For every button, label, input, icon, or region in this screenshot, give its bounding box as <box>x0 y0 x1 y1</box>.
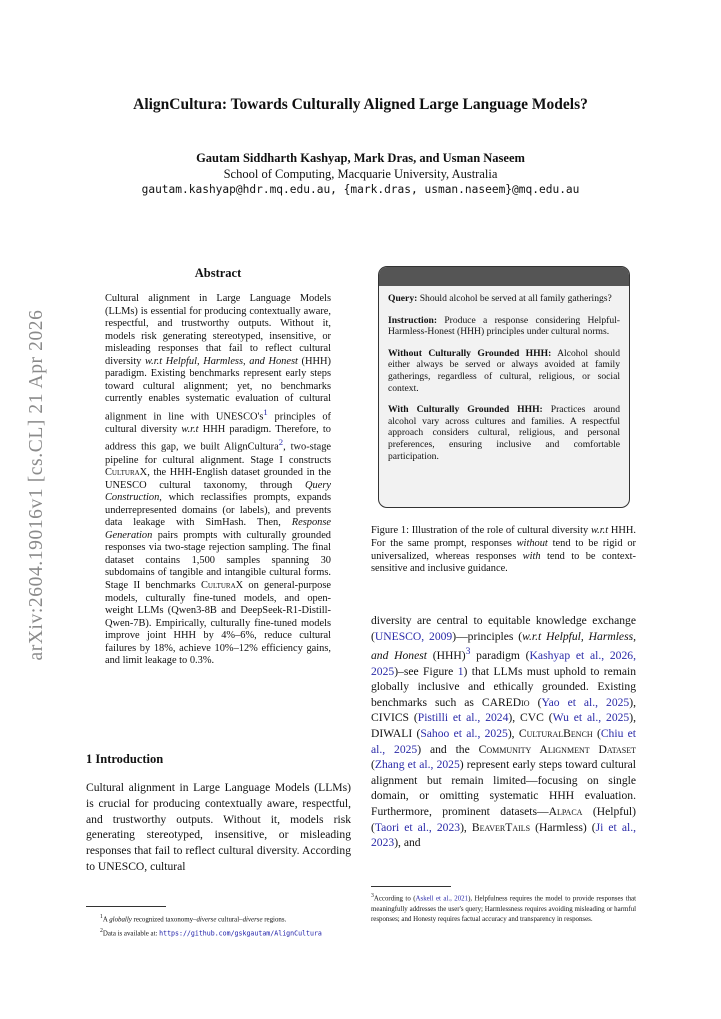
figure-ref-link[interactable]: 1 <box>457 664 464 678</box>
intro-left-paragraph: Cultural alignment in Large Language Models (LLMs) is crucial for producing contextually aware, respectful, and trustworthy outputs. Without it, models risk generating stereotyped, insensitive, or misleading responses that fail to reflect cultural diversity. According to UNESCO, cultural <box>86 781 351 873</box>
footnote-ref-3[interactable]: 3 <box>465 646 471 658</box>
author-block <box>0 150 721 198</box>
footnote-2: $^2$Data is available at: https://github.com/gskgautam/AlignCultura <box>100 927 322 938</box>
footnote-rule-right <box>371 886 451 887</box>
citation-link[interactable]: Askell et al., 2021 <box>415 895 469 903</box>
paper-title: AlignCultura: Towards Culturally Aligned Large Language Models? <box>133 96 588 113</box>
abstract-text: Cultural alignment in Large Language Models (LLMs) is essential for producing contextually aware, respectful, and trustworthy outputs. Without it, models risk generating stereotyped, insensitive, or misleading responses that fail to reflect cultural diversity w.r.t Helpful, Harmless, and Honest (HHH) paradigm. Existing benchmarks represent early steps toward cultural alignment; yet, no benchmarks currently enables systematic evaluation of cultural alignment in line with UNESCO's$^1$ principles of cultural diversity w.r.t HHH paradigm. Therefore, to address this gap, we built AlignCultura$^2$, two-stage pipeline for cultural alignment. Stage I constructs CulturaX, the HHH-English dataset grounded in the UNESCO cultural taxonomy, through Query Construction, which reclassifies prompts, expands underrepresented domains (or labels), and prevents data leakage with SimHash. Then, Response Generation pairs prompts with culturally grounded responses via two-stage rejection sampling. The final dataset contains 1,500 samples spanning 30 subdomains of tangible and intangible cultural forms. Stage II benchmarks CulturaX on general-purpose models, culturally fine-tuned models, and open-weight LLMs (Qwen3-8B and DeepSeek-R1-Distill-Qwen-7B). Empirically, culturally fine-tuned models improve joint HHH by 4%–6%, reduce cultural failures by 18%, achieve 10%–12% efficiency gains, and limit leakage to 0.3%. <box>105 293 332 667</box>
footnotes-left <box>100 912 360 940</box>
figure-query: Query: Should alcohol be served at all family gatherings? <box>388 293 612 304</box>
citation-link[interactable]: Kashyap et al., 2026, 2025 <box>371 649 636 678</box>
figure-body <box>379 286 629 462</box>
citation-link[interactable]: Ji et al., 2023 <box>371 820 636 850</box>
citation-link[interactable]: Wu et al., 2025 <box>552 711 630 725</box>
figure-header-bar <box>379 267 629 286</box>
arxiv-stamp-text: arXiv:2604.19016v1 [cs.CL] 21 Apr 2026 <box>26 309 47 661</box>
citation-link[interactable]: Chiu et al., 2025 <box>371 727 636 756</box>
footnote-ref-1[interactable]: 1 <box>263 406 268 417</box>
citation-link[interactable]: Pistilli et al., 2024 <box>417 711 509 725</box>
footnote-rule-left <box>86 906 166 907</box>
footnote-1: $^1$A globally recognized taxonomy–diverse cultural–diverse regions. <box>100 914 287 924</box>
section-heading-introduction: 1 Introduction <box>86 752 164 766</box>
author-names: Gautam Siddharth Kashyap, Mark Dras, and Usman Naseem <box>196 151 525 165</box>
intro-right-paragraph: diversity are central to equitable knowledge exchange (UNESCO, 2009)—principles (w.r.t Helpful, Harmless, and Honest (HHH)$^3$ paradigm (Kashyap et al., 2026, 2025)–see Figure 1) that LLMs must uphold to remain globally inclusive and ethically grounded. Existing benchmarks such as CAREDio (Yao et al., 2025), CIVICS (Pistilli et al., 2024), CVC (Wu et al., 2025), DIWALI (Sahoo et al., 2025), CulturalBench (Chiu et al., 2025) and the Community Alignment Dataset (Zhang et al., 2025) represent early steps toward cultural alignment but remain limited—focusing on single domain, or omitting systematic HHH evaluation. Furthermore, prominent datasets—Alpaca (Helpful) (Taori et al., 2023), BeaverTails (Harmless) (Ji et al., 2023), and <box>371 614 637 850</box>
figure-1-caption: Figure 1: Illustration of the role of cultural diversity w.r.t HHH. For the same prompt, responses without tend to be rigid or universalized, whereas responses with tend to be context-sensitive and inclusive guidance. <box>371 525 636 575</box>
figure-without: Without Culturally Grounded HHH: Alcohol should either always be served or always avoided at family gatherings, regardless of cultural, religious, or social context. <box>388 347 620 394</box>
figure-instruction: Instruction: Produce a response considering Helpful-Harmless-Honest (HHH) principles under cultural norms. <box>388 314 620 338</box>
citation-link[interactable]: Taori et al., 2023 <box>374 820 461 834</box>
citation-link[interactable]: UNESCO, 2009 <box>374 629 453 643</box>
citation-link[interactable]: Yao et al., 2025 <box>541 695 630 709</box>
figure-with: With Culturally Grounded HHH: Practices around alcohol vary across cultures and families. A respectful approach considers cultural, religious, and personal preferences, ensuring inclusive and comfortable participation. <box>388 404 620 462</box>
footnote-ref-2[interactable]: 2 <box>278 437 284 448</box>
author-emails: gautam.kashyap@hdr.mq.edu.au, {mark.dras, usman.naseem}@mq.edu.au <box>141 183 580 196</box>
abstract-heading: Abstract <box>194 266 242 280</box>
author-affiliation: School of Computing, Macquarie University, Australia <box>223 167 498 181</box>
citation-link[interactable]: Zhang et al., 2025 <box>374 758 460 772</box>
figure-1-box <box>378 266 630 508</box>
citation-link[interactable]: Sahoo et al., 2025 <box>420 727 508 741</box>
footnote-3: $^3$According to (Askell et al., 2021), Helpfulness requires the model to provide responses that meaningfully addresses the user's query; Harmlessness requires avoiding misleading or harmful responses; and Honesty requires factual accuracy and transparency in responses. <box>371 893 636 924</box>
dataset-link[interactable]: https://github.com/gskgautam/AlignCultura <box>159 929 322 938</box>
